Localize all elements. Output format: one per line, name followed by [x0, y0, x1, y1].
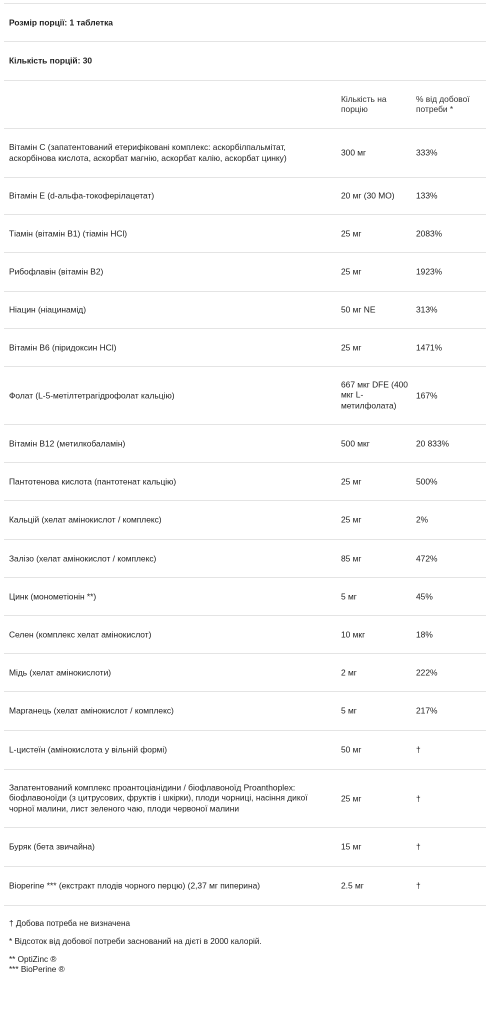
table-row: [4, 329, 486, 367]
nutrient-amount: 500 мкг: [341, 438, 370, 449]
nutrient-name: L-цистеїн (амінокислота у вільній формі): [9, 744, 168, 755]
table-row: [4, 129, 486, 178]
table-row: [4, 501, 486, 540]
nutrient-name: Пантотенова кислота (пантотенат кальцію): [9, 476, 177, 487]
nutrient-name: Тіамін (вітамін B1) (тіамін HCl): [9, 228, 128, 239]
nutrient-amount: 667 мкг DFE (400 мкг L-метилфолата): [341, 379, 408, 411]
table-row: [4, 692, 486, 731]
nutrient-name: Марганець (хелат амінокислот / комплекс): [9, 705, 174, 716]
nutrient-amount: 25 мг: [341, 793, 362, 804]
nutrient-name: Рибофлавін (вітамін B2): [9, 266, 104, 277]
table-row: [4, 463, 486, 501]
table-header: [4, 81, 486, 129]
footnote-dagger: † Добова потреба не визначена: [9, 919, 131, 928]
nutrient-daily-value: 500%: [416, 476, 438, 487]
nutrient-amount: 25 мг: [341, 266, 362, 277]
nutrient-daily-value: 167%: [416, 390, 438, 401]
nutrient-name: Цинк (монометіонін **): [9, 591, 97, 602]
nutrient-name: Буряк (бета звичайна): [9, 841, 95, 852]
nutrient-amount: 25 мг: [341, 476, 362, 487]
nutrient-amount: 2 мг: [341, 667, 357, 678]
nutrient-name: Селен (комплекс хелат амінокислот): [9, 629, 152, 640]
nutrient-amount: 50 мг: [341, 744, 362, 755]
table-row: [4, 540, 486, 578]
footnote-optizinc: ** OptiZinc ®: [9, 955, 57, 964]
table-row: [4, 215, 486, 253]
serving-size-text: Розмір порції: 1 таблетка: [9, 17, 113, 28]
nutrient-name: Мідь (хелат амінокислоти): [9, 667, 112, 678]
nutrient-daily-value: 217%: [416, 705, 438, 716]
nutrient-name: Кальцій (хелат амінокислот / комплекс): [9, 514, 162, 525]
nutrient-daily-value: 133%: [416, 190, 438, 201]
nutrient-amount: 25 мг: [341, 342, 362, 353]
nutrient-amount: 25 мг: [341, 514, 362, 525]
table-row: [4, 253, 486, 292]
nutrient-amount: 5 мг: [341, 705, 357, 716]
daily-value-column-header: % від добової потреби *: [416, 93, 470, 115]
table-row: [4, 654, 486, 692]
nutrient-amount: 300 мг: [341, 147, 367, 158]
table-row: [4, 731, 486, 770]
nutrient-daily-value: 18%: [416, 629, 433, 640]
nutrient-daily-value: †: [416, 744, 421, 755]
table-row: [4, 367, 486, 425]
nutrient-daily-value: 1471%: [416, 342, 443, 353]
serving-size-row: [4, 4, 486, 42]
nutrient-name: Вітамін E (d-альфа-токоферілацетат): [9, 190, 155, 201]
table-row: [4, 616, 486, 654]
nutrient-amount: 15 мг: [341, 841, 362, 852]
footnote-asterisk: * Відсоток від добової потреби заснований на дієті в 2000 калорій.: [9, 937, 262, 946]
table-row: [4, 867, 486, 906]
nutrient-amount: 20 мг (30 МО): [341, 190, 395, 201]
nutrient-name: Вітамін C (запатентований етерифіковані комплекс: аскорбілпальмітат, аскорбінова кислота, аскорбат магнію, аскорбат калію, аскорбат цинку): [9, 142, 287, 163]
nutrient-amount: 5 мг: [341, 591, 357, 602]
nutrient-daily-value: 1923%: [416, 266, 443, 277]
nutrient-amount: 50 мг NE: [341, 304, 376, 315]
nutrient-daily-value: 2083%: [416, 228, 443, 239]
nutrient-daily-value: 2%: [416, 514, 429, 525]
nutrient-amount: 85 мг: [341, 553, 362, 564]
servings-count-text: Кількість порцій: 30: [9, 55, 93, 66]
table-row: [4, 578, 486, 616]
table-row: [4, 178, 486, 215]
table-row: [4, 770, 486, 828]
amount-column-header: Кількість на порцію: [341, 93, 387, 115]
nutrient-daily-value: †: [416, 880, 421, 891]
table-row: [4, 828, 486, 867]
nutrient-name: Вітамін B12 (метилкобаламін): [9, 438, 126, 449]
nutrient-name: Залізо (хелат амінокислот / комплекс): [9, 553, 157, 564]
nutrient-amount: 2.5 мг: [341, 880, 364, 891]
nutrient-name: Ніацин (ніацинамід): [9, 304, 86, 315]
nutrient-name: Вітамін B6 (піридоксин HCl): [9, 342, 117, 353]
nutrient-daily-value: 472%: [416, 553, 438, 564]
nutrient-daily-value: 222%: [416, 667, 438, 678]
table-row: [4, 425, 486, 463]
nutrient-daily-value: 20 833%: [416, 438, 450, 449]
nutrient-amount: 10 мкг: [341, 629, 366, 640]
table-row: [4, 292, 486, 329]
nutrient-daily-value: †: [416, 841, 421, 852]
nutrient-daily-value: 333%: [416, 147, 438, 158]
nutrient-daily-value: 313%: [416, 304, 438, 315]
nutrient-name: Запатентований комплекс проантоціанідини / біофлавоноїд Proanthoplex: біофлавоноїди (з цитрусових, фруктів і шкірки), плоди чорниці, насіння дикої чорної малини, лист зеленого чаю, плоди червоної малини: [9, 782, 308, 814]
nutrient-daily-value: †: [416, 793, 421, 804]
nutrient-daily-value: 45%: [416, 591, 433, 602]
nutrient-amount: 25 мг: [341, 228, 362, 239]
servings-count-row: [4, 42, 486, 81]
nutrient-name: Фолат (L-5-метілтетрагідрофолат кальцію): [9, 390, 175, 401]
nutrient-name: Bioperine *** (екстракт плодів чорного перцю) (2,37 мг пиперина): [9, 880, 261, 891]
footnote-bioperine: *** BioPerine ®: [9, 965, 65, 974]
